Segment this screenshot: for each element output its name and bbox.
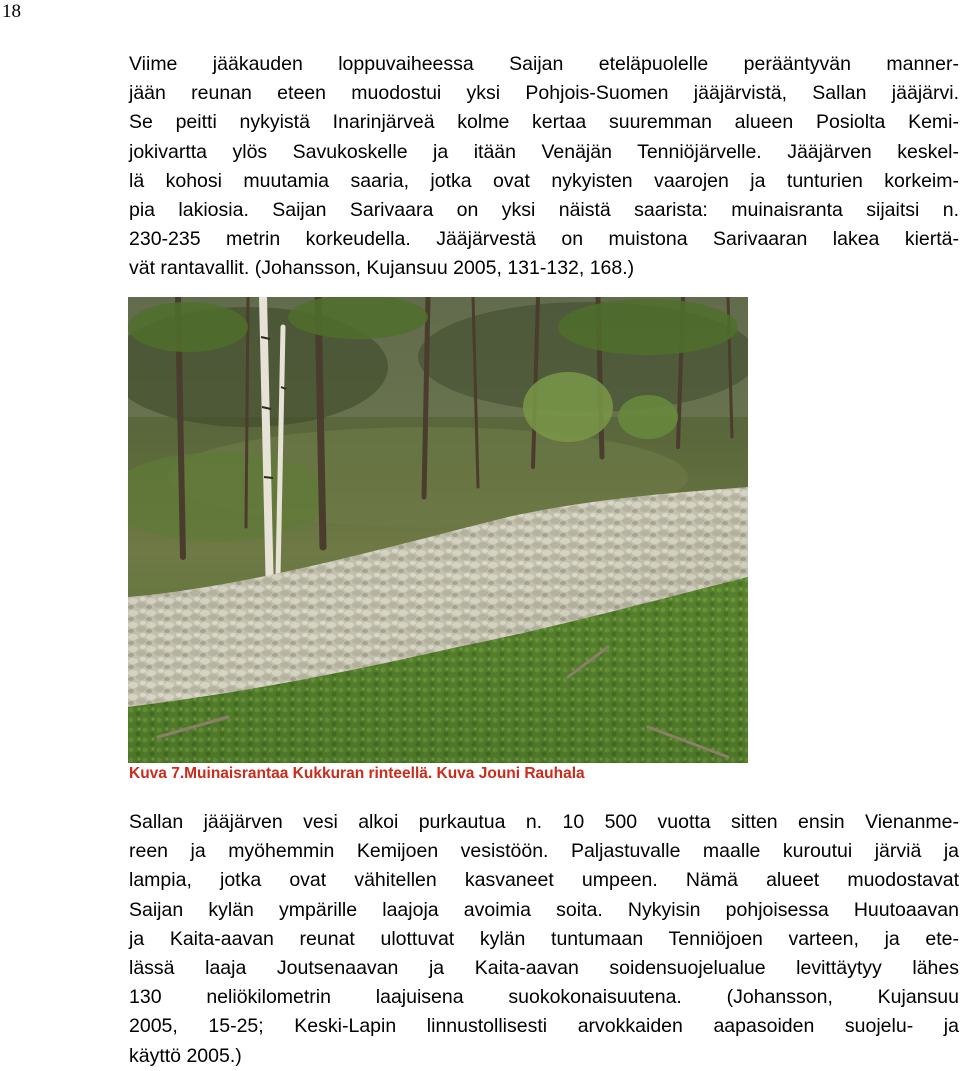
paragraph-line: Sallan jääjärven vesi alkoi purkautua n. 10 500 vuotta sitten ensin Vienanme- [129, 811, 959, 833]
paragraph-line: pia lakiosia. Saijan Sarivaara on yksi näistä saarista: muinaisranta sijaitsi n. [129, 199, 959, 222]
paragraph-line: lässä laaja Joutsenaavan ja Kaita-aavan soidensuojelualue levittäytyy lähes [129, 957, 959, 980]
page-number: 18 [2, 1, 21, 22]
paragraph-line: lä kohosi muutamia saaria, jotka ovat nykyisten vaarojen ja tunturien korkeim- [129, 169, 959, 192]
paragraph-line: jokivartta ylös Savukoskelle ja itään Venäjän Tenniöjärvelle. Jääjärven keskel- [129, 140, 959, 163]
paragraph-line: 2005, 15-25; Keski-Lapin linnustollisesti arvokkaiden aapasoiden suojelu- ja [129, 1015, 959, 1038]
paragraph-2 [129, 808, 959, 1071]
forest-photo [128, 297, 748, 763]
paragraph-1 [129, 50, 959, 284]
paragraph-line: jään reunan eteen muodostui yksi Pohjois-Suomen jääjärvistä, Sallan jääjärvi. [129, 82, 959, 105]
paragraph-line: 130 neliökilometrin laajuisena suokokonaisuutena. (Johansson, Kujansuu [129, 986, 959, 1009]
paragraph-line: lampia, jotka ovat vähitellen kasvaneet umpeen. Nämä alueet muodostavat [129, 869, 959, 892]
paragraph-line: Viime jääkauden loppuvaiheessa Saijan eteläpuolelle perääntyvän manner- [129, 53, 959, 75]
paragraph-line: 230-235 metrin korkeudella. Jääjärvestä on muistona Sarivaaran lakea kiertä- [129, 228, 959, 251]
paragraph-line: ja Kaita-aavan reunat ulottuvat kylän tuntumaan Tenniöjoen varteen, ja ete- [129, 927, 959, 950]
paragraph-line: Se peitti nykyistä Inarinjärveä kolme kertaa suuremman alueen Posiolta Kemi- [129, 111, 959, 134]
figure-caption: Kuva 7.Muinaisrantaa Kukkuran rinteellä. Kuva Jouni Rauhala [129, 765, 585, 782]
paragraph-line: reen ja myöhemmin Kemijoen vesistöön. Paljastuvalle maalle kuroutui järviä ja [129, 840, 959, 863]
paragraph-line: vät rantavallit. (Johansson, Kujansuu 2005, 131-132, 168.) [129, 257, 635, 280]
paragraph-line: Saijan kylän ympärille laajoja avoimia soita. Nykyisin pohjoisessa Huutoaavan [129, 898, 959, 921]
paragraph-line: käyttö 2005.) [129, 1044, 242, 1067]
